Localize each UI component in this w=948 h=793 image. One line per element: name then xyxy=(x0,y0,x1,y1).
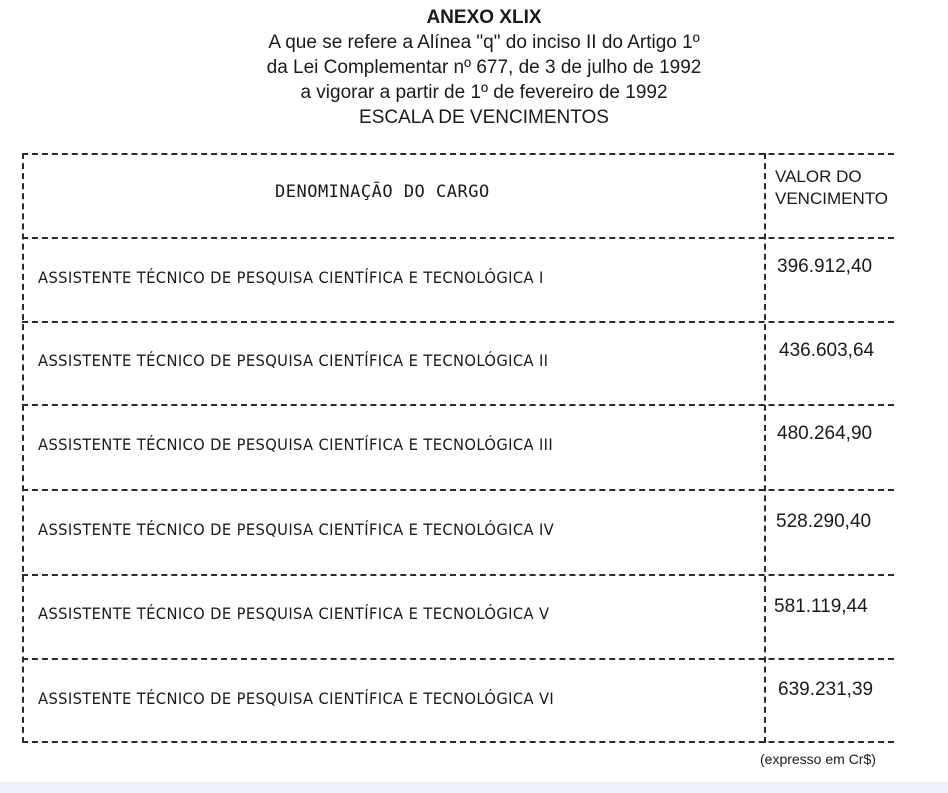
cargo-name: ASSISTENTE TÉCNICO DE PESQUISA CIENTÍFICA E TECNOLÓGICA VI xyxy=(38,689,555,708)
document-header xyxy=(0,6,948,130)
page-bottom-strip xyxy=(0,782,948,793)
cargo-name: ASSISTENTE TÉCNICO DE PESQUISA CIENTÍFICA E TECNOLÓGICA I xyxy=(38,268,544,287)
salary-value: 480.264,90 xyxy=(777,423,873,444)
header-line-reference: A que se refere a Alínea "q" do inciso II do Artigo 1º xyxy=(268,32,700,53)
salary-value: 528.290,40 xyxy=(776,511,872,532)
column-header-valor xyxy=(775,166,888,210)
cargo-name: ASSISTENTE TÉCNICO DE PESQUISA CIENTÍFICA E TECNOLÓGICA V xyxy=(38,604,550,623)
header-line-scale: ESCALA DE VENCIMENTOS xyxy=(359,107,609,128)
table-column-divider xyxy=(764,153,766,743)
header-line-effective-date: a vigorar a partir de 1º de fevereiro de 1992 xyxy=(300,82,668,103)
column-header-valor-line2: VENCIMENTO xyxy=(775,189,889,208)
cargo-name: ASSISTENTE TÉCNICO DE PESQUISA CIENTÍFICA E TECNOLÓGICA II xyxy=(38,351,549,370)
column-header-valor-line1: VALOR DO xyxy=(775,167,862,186)
salary-value: 436.603,64 xyxy=(779,340,875,361)
annex-title: ANEXO XLIX xyxy=(426,7,542,28)
salary-value: 639.231,39 xyxy=(778,679,874,700)
salary-value: 581.119,44 xyxy=(774,596,868,617)
column-header-cargo: DENOMINAÇÃO DO CARGO xyxy=(275,182,490,202)
table-border-left xyxy=(22,153,24,743)
cargo-name: ASSISTENTE TÉCNICO DE PESQUISA CIENTÍFICA E TECNOLÓGICA III xyxy=(38,435,554,454)
cargo-name: ASSISTENTE TÉCNICO DE PESQUISA CIENTÍFICA E TECNOLÓGICA IV xyxy=(38,520,555,539)
salary-value: 396.912,40 xyxy=(777,256,873,277)
header-line-law: da Lei Complementar nº 677, de 3 de julho de 1992 xyxy=(266,57,702,78)
currency-footnote: (expresso em Cr$) xyxy=(760,751,876,767)
